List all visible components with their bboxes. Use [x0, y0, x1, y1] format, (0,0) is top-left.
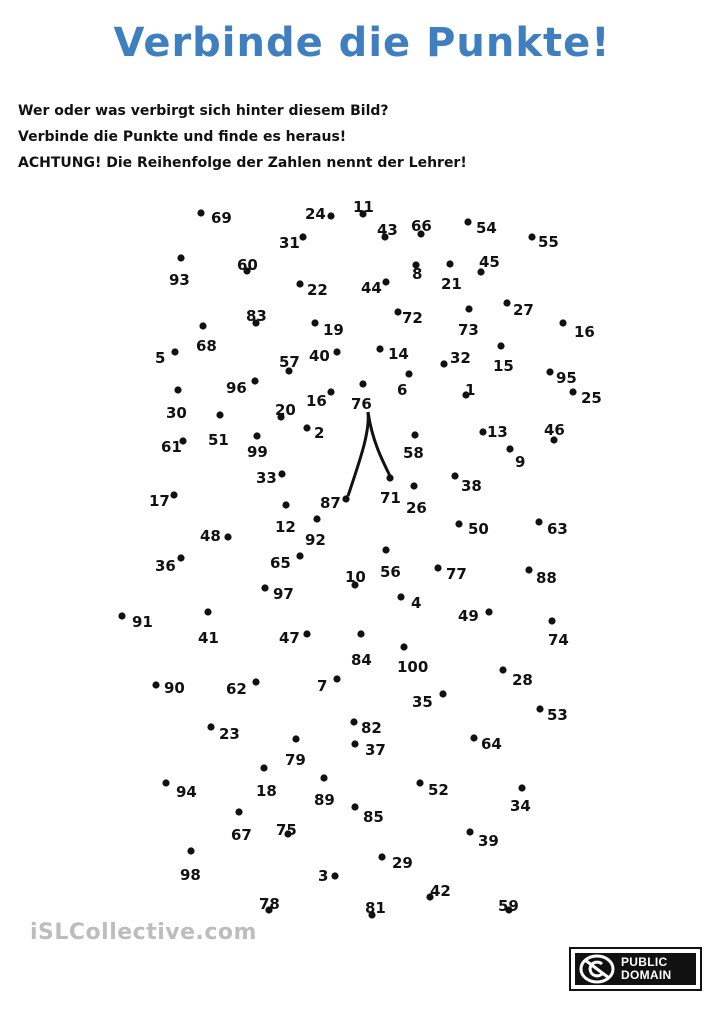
dot-number-label: 68: [196, 337, 217, 355]
dot-marker: [174, 386, 181, 393]
dot-marker: [411, 431, 418, 438]
dot-number-label: 88: [536, 569, 557, 587]
dot-marker: [410, 482, 417, 489]
numbered-dot: [397, 370, 413, 399]
numbered-dot: [377, 221, 398, 241]
numbered-dot: [510, 784, 531, 815]
dot-number-label: 79: [285, 751, 306, 769]
dot-marker: [546, 368, 553, 375]
dot-number-label: 1: [465, 381, 476, 399]
dot-number-label: 51: [208, 431, 229, 449]
dot-number-label: 74: [548, 631, 569, 649]
dot-number-label: 61: [161, 438, 182, 456]
numbered-dot: [305, 515, 326, 549]
numbered-dot: [503, 299, 533, 319]
numbered-dot: [296, 280, 327, 299]
dot-number-label: 52: [428, 781, 449, 799]
dot-marker: [535, 518, 542, 525]
numbered-dot: [394, 308, 422, 327]
dot-number-label: 16: [574, 323, 595, 341]
dot-marker: [170, 491, 177, 498]
numbered-dot: [256, 764, 277, 800]
numbered-dot: [305, 205, 335, 223]
dot-marker: [303, 424, 310, 431]
numbered-dot: [351, 740, 385, 759]
dot-marker: [548, 617, 555, 624]
dot-marker: [199, 322, 206, 329]
numbered-dot: [464, 218, 496, 237]
dot-marker: [455, 520, 462, 527]
dot-marker: [466, 828, 473, 835]
dot-number-label: 2: [314, 424, 325, 442]
dot-marker: [282, 501, 289, 508]
numbered-dot: [462, 381, 475, 399]
dot-marker: [357, 630, 364, 637]
dot-number-label: 5: [155, 349, 166, 367]
numbered-dot: [376, 345, 408, 363]
dot-number-label: 85: [363, 808, 384, 826]
numbered-dot: [196, 322, 217, 355]
dot-marker: [359, 380, 366, 387]
dot-number-label: 71: [380, 489, 401, 507]
numbered-dot: [351, 630, 372, 669]
numbered-dot: [345, 568, 366, 589]
dot-number-label: 45: [479, 253, 500, 271]
numbered-dot: [155, 554, 185, 575]
numbered-dot: [275, 501, 296, 536]
dot-number-label: 12: [275, 518, 296, 536]
numbered-dot: [406, 482, 427, 517]
dot-number-label: 23: [219, 725, 240, 743]
dot-marker: [382, 278, 389, 285]
numbered-dot: [506, 445, 525, 471]
dot-marker: [528, 233, 535, 240]
numbered-dot: [455, 520, 488, 538]
dot-number-label: 59: [498, 897, 519, 915]
numbered-dot: [169, 254, 190, 289]
dot-number-label: 81: [365, 899, 386, 917]
numbered-dot: [198, 608, 219, 647]
numbered-dot: [412, 261, 422, 283]
dot-marker: [451, 472, 458, 479]
dot-number-label: 8: [412, 265, 423, 283]
dot-number-label: 44: [361, 279, 382, 297]
dot-marker: [378, 853, 385, 860]
dot-number-label: 48: [200, 527, 221, 545]
dot-number-label: 93: [169, 271, 190, 289]
dot-marker: [518, 784, 525, 791]
dot-number-label: 77: [446, 565, 467, 583]
numbered-dot: [208, 411, 229, 449]
dot-number-label: 57: [279, 353, 300, 371]
numbered-dot: [118, 612, 152, 631]
dot-marker: [350, 718, 357, 725]
dot-number-label: 19: [323, 321, 344, 339]
dot-marker: [569, 388, 576, 395]
dot-marker: [216, 411, 223, 418]
dot-number-label: 39: [478, 832, 499, 850]
dot-number-label: 84: [351, 651, 372, 669]
numbered-dot: [276, 821, 297, 839]
dot-marker: [464, 218, 471, 225]
dot-number-label: 33: [256, 469, 277, 487]
dot-marker: [416, 779, 423, 786]
numbered-dot: [434, 564, 466, 583]
dot-marker: [327, 212, 334, 219]
dot-marker: [465, 305, 472, 312]
dot-marker: [376, 345, 383, 352]
dot-number-label: 94: [176, 783, 197, 801]
dot-number-label: 100: [397, 658, 429, 676]
numbered-dot: [458, 607, 493, 625]
numbered-dot: [525, 566, 556, 587]
numbered-dot: [279, 233, 307, 252]
numbered-dot: [161, 437, 187, 456]
dot-number-label: 18: [256, 782, 277, 800]
dot-number-label: 50: [468, 520, 489, 538]
dot-number-label: 43: [377, 221, 398, 239]
numbered-dot: [149, 491, 178, 510]
instruction-line: ACHTUNG! Die Reihenfolge der Zahlen nennt der Lehrer!: [18, 155, 467, 171]
dot-marker: [386, 474, 393, 481]
numbered-dot: [270, 552, 304, 572]
numbered-dot: [535, 518, 567, 538]
dot-marker: [506, 445, 513, 452]
numbered-dot: [162, 779, 196, 801]
dot-marker: [331, 872, 338, 879]
dot-number-label: 21: [441, 275, 462, 293]
dot-number-label: 69: [211, 209, 232, 227]
dot-number-label: 58: [403, 444, 424, 462]
instruction-line: Wer oder was verbirgt sich hinter diesem Bild?: [18, 103, 389, 119]
dot-marker: [479, 428, 486, 435]
dot-marker: [394, 308, 401, 315]
numbered-dot: [412, 690, 447, 711]
numbered-dot: [155, 348, 179, 367]
dot-number-label: 63: [547, 520, 568, 538]
dot-number-label: 24: [305, 205, 326, 223]
dot-number-label: 62: [226, 680, 247, 698]
dot-number-label: 46: [544, 421, 565, 439]
dot-number-label: 66: [411, 217, 432, 235]
dot-number-label: 78: [259, 895, 280, 913]
dot-number-label: 87: [320, 494, 341, 512]
dot-number-label: 47: [279, 629, 300, 647]
dot-marker: [440, 360, 447, 367]
numbered-dot: [440, 349, 470, 368]
dot-number-label: 27: [513, 301, 534, 319]
dot-marker: [497, 342, 504, 349]
numbered-dot: [247, 432, 268, 461]
dot-number-label: 56: [380, 563, 401, 581]
numbered-dot: [279, 353, 300, 375]
dot-number-label: 72: [402, 309, 423, 327]
numbered-dot: [259, 895, 280, 914]
dot-marker: [299, 233, 306, 240]
dot-marker: [351, 803, 358, 810]
dot-marker: [252, 678, 259, 685]
dot-marker: [333, 348, 340, 355]
dot-number-label: 92: [305, 531, 326, 549]
numbered-dot: [318, 867, 339, 885]
dot-number-label: 10: [345, 568, 366, 586]
numbered-dot: [351, 803, 383, 826]
instruction-line: Verbinde die Punkte und finde es heraus!: [18, 129, 347, 145]
dot-number-label: 7: [317, 677, 328, 695]
numbered-dot: [152, 679, 184, 697]
public-domain-badge: [569, 947, 702, 991]
numbered-dot: [350, 718, 381, 737]
dot-number-label: 67: [231, 826, 252, 844]
dot-marker: [296, 552, 303, 559]
numbered-dot: [559, 319, 594, 341]
numbered-dot: [479, 423, 507, 441]
numbered-dot: [226, 678, 260, 698]
dot-number-label: 26: [406, 499, 427, 517]
dot-marker: [162, 779, 169, 786]
dot-number-label: 54: [476, 219, 497, 237]
numbered-dot: [441, 260, 462, 293]
dot-number-label: 53: [547, 706, 568, 724]
numbered-dot: [380, 546, 401, 581]
watermark: iSLCollective.com: [30, 920, 257, 945]
numbered-dot: [536, 705, 567, 724]
dot-marker: [292, 735, 299, 742]
dot-marker: [333, 675, 340, 682]
dot-number-label: 55: [538, 233, 559, 251]
dot-number-label: 32: [450, 349, 471, 367]
dot-number-label: 89: [314, 791, 335, 809]
dot-number-label: 15: [493, 357, 514, 375]
dot-marker: [235, 808, 242, 815]
dot-number-label: 73: [458, 321, 479, 339]
numbered-dot: [314, 774, 335, 809]
numbered-dot: [451, 472, 481, 495]
dot-marker: [303, 630, 310, 637]
dot-number-label: 99: [247, 443, 268, 461]
numbered-dot: [197, 209, 231, 227]
dot-marker: [251, 377, 258, 384]
dot-number-label: 49: [458, 607, 479, 625]
dot-marker: [313, 515, 320, 522]
dot-number-label: 90: [164, 679, 185, 697]
pre-drawn-line-right: [368, 412, 390, 476]
dot-number-label: 36: [155, 557, 176, 575]
dot-number-label: 65: [270, 554, 291, 572]
numbered-dot: [303, 424, 324, 442]
numbered-dot: [378, 853, 412, 872]
numbered-dot: [569, 388, 601, 407]
numbered-dot: [466, 828, 498, 850]
badge-line-2: DOMAIN: [621, 968, 672, 982]
numbered-dot: [180, 847, 201, 884]
dot-number-label: 30: [166, 404, 187, 422]
dot-marker: [177, 554, 184, 561]
dot-number-label: 31: [279, 234, 300, 252]
dot-marker: [327, 388, 334, 395]
dot-marker: [342, 495, 349, 502]
dot-marker: [400, 643, 407, 650]
dot-number-label: 35: [412, 693, 433, 711]
dot-number-label: 20: [275, 401, 296, 419]
numbered-dot: [477, 253, 499, 276]
numbered-dot: [528, 233, 558, 251]
dot-number-label: 64: [481, 735, 502, 753]
dot-marker: [405, 370, 412, 377]
dot-marker: [446, 260, 453, 267]
numbered-dot: [231, 808, 252, 844]
numbered-dot: [546, 368, 576, 387]
numbered-dot: [237, 256, 258, 275]
dot-number-label: 3: [318, 867, 329, 885]
dot-marker: [177, 254, 184, 261]
dot-number-label: 60: [237, 256, 258, 274]
dot-number-label: 41: [198, 629, 219, 647]
numbered-dot: [256, 469, 286, 487]
dot-marker: [559, 319, 566, 326]
numbered-dot: [416, 779, 448, 799]
dot-number-label: 9: [515, 453, 526, 471]
numbered-dot: [470, 734, 501, 753]
dot-marker: [253, 432, 260, 439]
numbered-dot: [261, 584, 293, 603]
dot-number-label: 17: [149, 492, 170, 510]
dot-marker: [204, 608, 211, 615]
dot-marker: [171, 348, 178, 355]
numbered-dot: [493, 342, 514, 375]
dot-marker: [525, 566, 532, 573]
numbered-dot: [361, 278, 390, 297]
dot-number-label: 98: [180, 866, 201, 884]
dot-number-label: 95: [556, 369, 577, 387]
dot-number-label: 28: [512, 671, 533, 689]
dot-marker: [382, 546, 389, 553]
numbered-dot: [365, 899, 386, 919]
numbered-dot: [317, 675, 341, 695]
numbered-dot: [306, 388, 335, 410]
numbered-dot: [548, 617, 569, 649]
dot-marker: [397, 593, 404, 600]
dot-number-label: 75: [276, 821, 297, 839]
numbered-dot: [498, 897, 519, 915]
dot-marker: [320, 774, 327, 781]
dot-number-label: 96: [226, 379, 247, 397]
dot-number-label: 22: [307, 281, 328, 299]
numbered-dot: [320, 494, 350, 512]
numbered-dot: [403, 431, 424, 462]
numbered-dot: [544, 421, 565, 444]
numbered-dot: [397, 643, 428, 676]
numbered-dot: [285, 735, 306, 769]
dot-number-label: 34: [510, 797, 531, 815]
dot-marker: [439, 690, 446, 697]
dot-marker: [278, 470, 285, 477]
dot-marker: [118, 612, 125, 619]
dot-marker: [187, 847, 194, 854]
dot-marker: [311, 319, 318, 326]
page-title: Verbinde die Punkte!: [113, 20, 611, 66]
dot-number-label: 11: [353, 198, 374, 216]
dot-marker: [434, 564, 441, 571]
dot-number-label: 37: [365, 741, 386, 759]
numbered-dot: [458, 305, 479, 339]
dot-number-label: 91: [132, 613, 153, 631]
numbered-dot: [275, 401, 296, 421]
dot-marker: [351, 740, 358, 747]
dot-number-label: 25: [581, 389, 602, 407]
dot-marker: [207, 723, 214, 730]
dot-number-label: 97: [273, 585, 294, 603]
numbered-dot: [411, 217, 432, 238]
dot-marker: [499, 666, 506, 673]
numbered-dot: [207, 723, 239, 743]
numbered-dot: [380, 474, 401, 507]
numbered-dot: [246, 307, 267, 327]
dot-number-label: 38: [461, 477, 482, 495]
numbered-dot: [353, 198, 374, 218]
dot-marker: [197, 209, 204, 216]
dot-marker: [260, 764, 267, 771]
dot-marker: [152, 681, 159, 688]
dot-marker: [503, 299, 510, 306]
dot-number-label: 14: [388, 345, 409, 363]
dot-number-label: 4: [411, 594, 422, 612]
dot-marker: [261, 584, 268, 591]
dot-number-label: 6: [397, 381, 408, 399]
dot-number-label: 82: [361, 719, 382, 737]
public-domain-icon: [579, 954, 615, 984]
dot-number-label: 42: [430, 882, 451, 900]
dot-number-label: 76: [351, 395, 372, 413]
numbered-dot: [397, 593, 421, 612]
dot-number-label: 40: [309, 347, 330, 365]
dot-number-label: 29: [392, 854, 413, 872]
dot-number-label: 16: [306, 392, 327, 410]
dot-marker: [296, 280, 303, 287]
dot-marker: [536, 705, 543, 712]
dot-marker: [485, 608, 492, 615]
numbered-dot: [426, 882, 450, 901]
dot-number-label: 83: [246, 307, 267, 325]
dot-marker: [224, 533, 231, 540]
numbered-dot: [351, 380, 372, 413]
dot-number-label: 13: [487, 423, 508, 441]
pre-drawn-line-left: [348, 412, 368, 496]
numbered-dot: [200, 527, 232, 545]
numbered-dot: [499, 666, 532, 689]
numbered-dot: [166, 386, 187, 422]
numbered-dot: [226, 377, 259, 397]
numbered-dot: [309, 347, 341, 365]
numbered-dot: [311, 319, 343, 339]
dot-marker: [470, 734, 477, 741]
numbered-dot: [279, 629, 311, 647]
badge-line-1: PUBLIC: [621, 955, 668, 969]
